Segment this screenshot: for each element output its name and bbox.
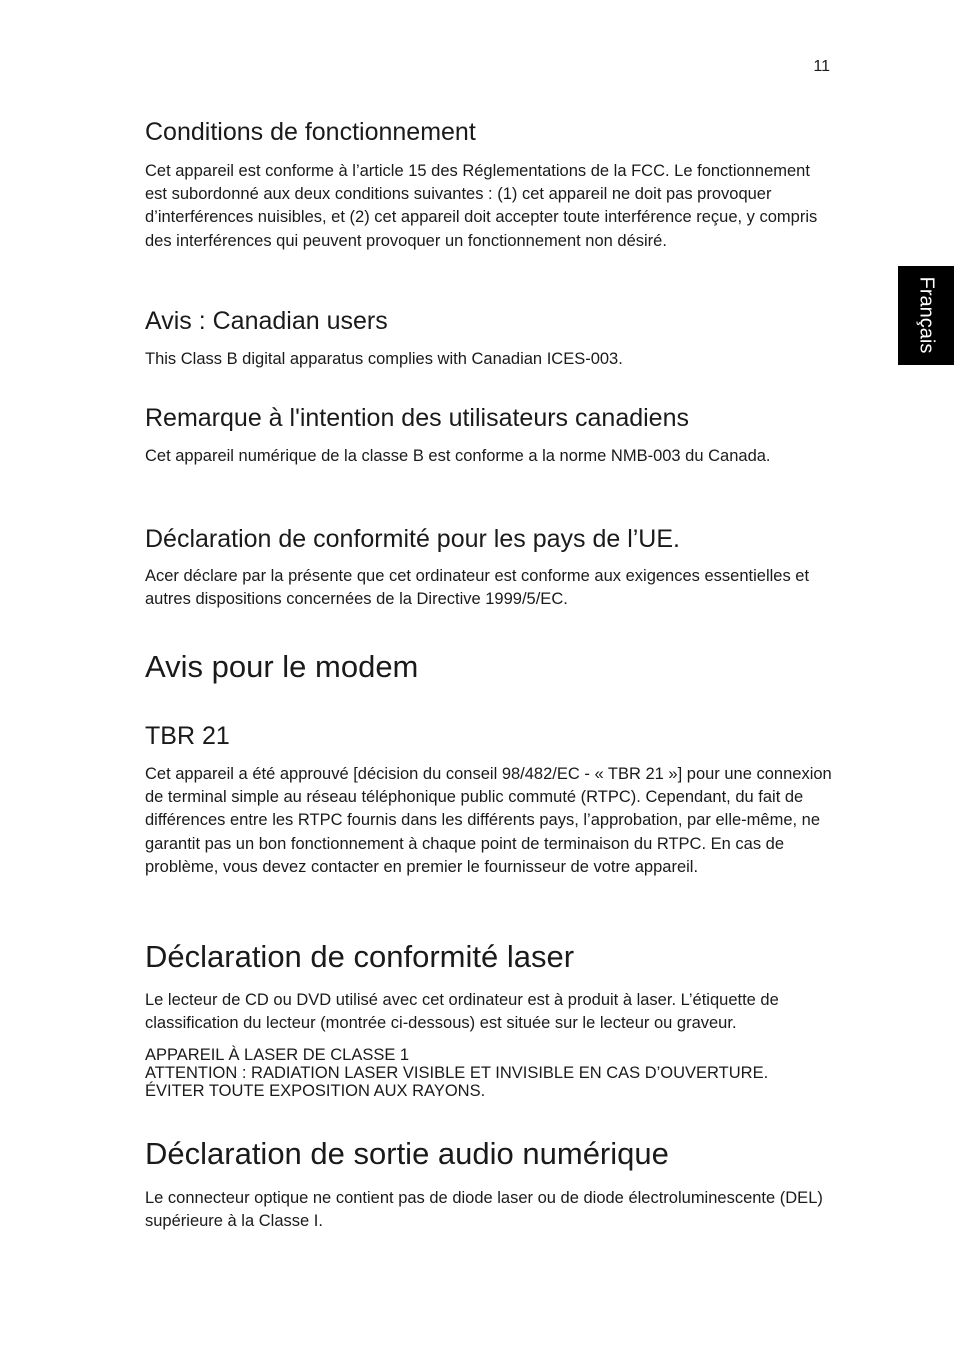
heading-declaration-ue: Déclaration de conformité pour les pays de l’UE. — [145, 525, 680, 553]
paragraph-canadian-users: This Class B digital apparatus complies with Canadian ICES-003. — [145, 350, 623, 368]
language-tab-label: Français — [915, 276, 938, 354]
laser-label-line3: ÉVITER TOUTE EXPOSITION AUX RAYONS. — [145, 1082, 486, 1100]
heading-sortie-audio: Déclaration de sortie audio numérique — [145, 1136, 669, 1171]
paragraph-conditions: Cet appareil est conforme à l’article 15 des Réglementations de la FCC. Le fonctionnement est subordonné aux deux conditions suivantes : (1) cet appareil ne doit pas provoquer d’interférences nuisibles, et (2) cet appareil doit accepter toute interférence reçue, y compris des interférences qui peuvent provoquer un fonctionnement non désiré. — [145, 162, 818, 250]
heading-canadian-users: Avis : Canadian users — [145, 307, 388, 335]
paragraph-sortie-audio: Le connecteur optique ne contient pas de diode laser ou de diode électroluminescente (DEL) supérieure à la Classe I. — [145, 1189, 823, 1231]
heading-tbr21: TBR 21 — [145, 722, 230, 750]
paragraph-remarque: Cet appareil numérique de la classe B est conforme a la norme NMB-003 du Canada. — [145, 447, 771, 465]
page-number: 11 — [813, 58, 830, 75]
laser-label-line2: ATTENTION : RADIATION LASER VISIBLE ET INVISIBLE EN CAS D’OUVERTURE. — [145, 1064, 769, 1082]
paragraph-conformite-laser: Le lecteur de CD ou DVD utilisé avec cet ordinateur est à produit à laser. L’étiquette de classification du lecteur (montrée ci-dessous) est située sur le lecteur ou graveur. — [145, 991, 779, 1033]
heading-avis-modem: Avis pour le modem — [145, 649, 419, 684]
laser-label-line1: APPAREIL À LASER DE CLASSE 1 — [145, 1046, 410, 1064]
heading-remarque: Remarque à l'intention des utilisateurs canadiens — [145, 404, 689, 432]
paragraph-tbr21: Cet appareil a été approuvé [décision du conseil 98/482/EC - « TBR 21 »] pour une connexion de terminal simple au réseau téléphonique public commuté (RTPC). Cependant, du fait de différences entre les RTPC fournis dans les différents pays, l’approbation, par elle-même, ne garantit pas un bon fonctionnement à chaque point de terminaison du RTPC. En cas de problème, vous devez contacter en premier le fournisseur de votre appareil. — [145, 765, 832, 876]
language-tab — [898, 266, 954, 365]
heading-conditions: Conditions de fonctionnement — [145, 118, 476, 146]
paragraph-declaration-ue: Acer déclare par la présente que cet ordinateur est conforme aux exigences essentielles et autres dispositions concernées de la Directive 1999/5/EC. — [145, 567, 810, 609]
heading-conformite-laser: Déclaration de conformité laser — [145, 939, 575, 974]
